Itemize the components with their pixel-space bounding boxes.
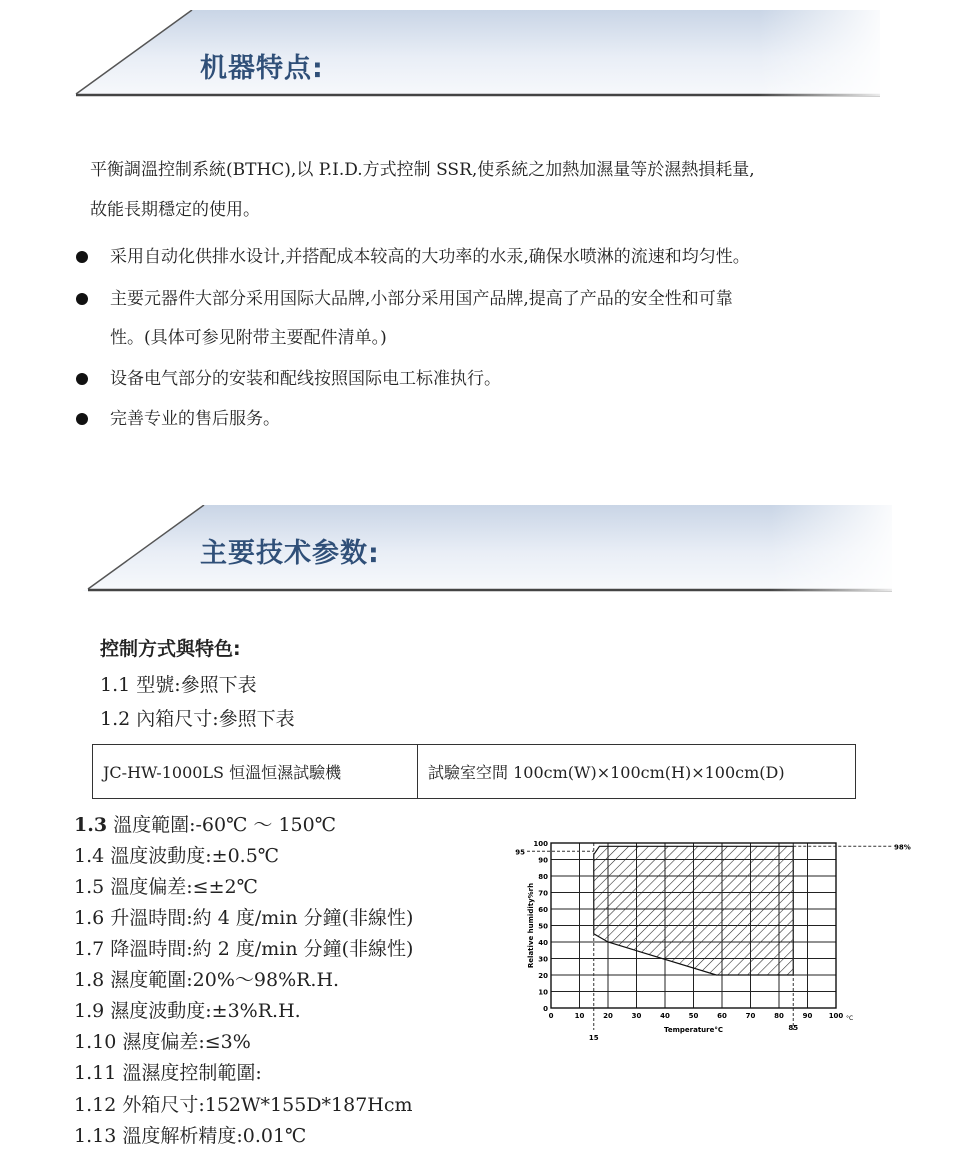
x-tick-label: 60 [717, 1012, 727, 1020]
spec-line: 1.12 外箱尺寸:152W*155D*187Hcm [74, 1094, 413, 1116]
x-tick-label: 40 [660, 1012, 670, 1020]
bullet-icon [76, 251, 88, 263]
y-extra-label: 95 [515, 848, 525, 857]
y-tick-label: 90 [538, 856, 548, 865]
spec-line: 1.8 濕度範圍:20%～98%R.H. [74, 969, 340, 991]
spec-line: 1.7 降溫時間:約 2 度/min 分鐘(非線性) [74, 938, 414, 960]
operating-region [594, 846, 794, 975]
x-tick-label: 30 [631, 1012, 642, 1020]
bullet-text: 完善专业的售后服务。 [110, 409, 280, 429]
y-tick-label: 80 [538, 873, 548, 881]
x-tick-label: 0 [548, 1012, 554, 1020]
spec-text: 溫度範圍:-60℃ ～ 150℃ [113, 814, 336, 836]
x-tick-label: 80 [774, 1012, 784, 1020]
y-tick-label: 10 [538, 988, 548, 997]
x-tick-label: 90 [802, 1012, 813, 1020]
spec-line: 1.9 濕度波動度:±3%R.H. [74, 1000, 301, 1022]
y-tick-label: 0 [543, 1005, 548, 1013]
spec-line: 1.13 溫度解析精度:0.01℃ [74, 1125, 307, 1147]
y-axis-title: Relative humidity%rh [527, 882, 535, 969]
spec-number: 1.3 [74, 814, 108, 836]
bullet-text: 性。(具体可参见附带主要配件清单。) [110, 328, 387, 348]
spec-line: 1.11 溫濕度控制範圍: [74, 1062, 262, 1084]
section-title: 机器特点: [200, 53, 324, 84]
y-tick-label: 30 [538, 955, 548, 964]
spec-line: 1.5 溫度偏差:≤±2℃ [74, 876, 258, 898]
bullet-icon [76, 293, 88, 305]
section-banner-features [70, 10, 880, 98]
banner-background [70, 10, 880, 98]
chart-svg [500, 836, 920, 1052]
y-tick-label: 70 [538, 889, 548, 898]
bullet-text: 采用自动化供排水设计,并搭配成本较高的大功率的水汞,确保水喷淋的流速和均匀性。 [110, 247, 750, 267]
spec-line [74, 810, 336, 837]
x-tick-label: 70 [745, 1012, 756, 1020]
annotation-98: 98% [894, 843, 911, 852]
bullet-icon [76, 413, 88, 425]
spec-line: 1.10 濕度偏差:≤3% [74, 1031, 251, 1053]
x-tick-label: 20 [603, 1012, 613, 1020]
x-tick-label: 100 [828, 1012, 844, 1020]
humidity-temperature-chart [500, 836, 920, 1052]
x-extra-label: 15 [588, 1034, 599, 1042]
x-tick-label: 50 [688, 1012, 699, 1020]
x-extra-label: 85 [788, 1024, 799, 1032]
y-tick-label: 100 [533, 840, 548, 848]
y-tick-label: 20 [538, 972, 548, 980]
bullet-icon [76, 373, 88, 385]
spec-line: 1.2 內箱尺寸:參照下表 [100, 708, 295, 730]
spec-line: 1.4 溫度波動度:±0.5℃ [74, 845, 280, 867]
table-cell-model: JC-HW-1000LS 恒溫恒濕試驗機 [93, 745, 418, 798]
control-subheading: 控制方式與特色: [100, 638, 241, 660]
x-axis-title: Temperature°C [664, 1026, 723, 1034]
x-unit-label: °C [846, 1015, 854, 1022]
bullet-text: 主要元器件大部分采用国际大品牌,小部分采用国产品牌,提高了产品的安全性和可靠 [110, 289, 733, 309]
y-tick-label: 50 [538, 922, 548, 931]
section-banner-specs [82, 505, 892, 593]
spec-line: 1.6 升溫時間:約 4 度/min 分鐘(非線性) [74, 907, 414, 929]
spec-line: 1.1 型號:參照下表 [100, 674, 257, 696]
bullet-text: 设备电气部分的安装和配线按照国际电工标准执行。 [110, 369, 501, 389]
x-tick-label: 10 [574, 1012, 585, 1020]
model-table [92, 744, 856, 799]
section-title: 主要技术参数: [200, 538, 380, 569]
y-tick-label: 60 [538, 906, 548, 914]
y-tick-label: 40 [538, 939, 548, 947]
table-cell-space: 試驗室空間 100cm(W)×100cm(H)×100cm(D) [428, 763, 785, 782]
intro-paragraph [90, 150, 920, 230]
intro-line: 平衡調溫控制系統(BTHC),以 P.I.D.方式控制 SSR,使系統之加熱加濕量等於濕熱損耗量, [90, 160, 755, 180]
intro-line: 故能長期穩定的使用。 [90, 200, 260, 220]
